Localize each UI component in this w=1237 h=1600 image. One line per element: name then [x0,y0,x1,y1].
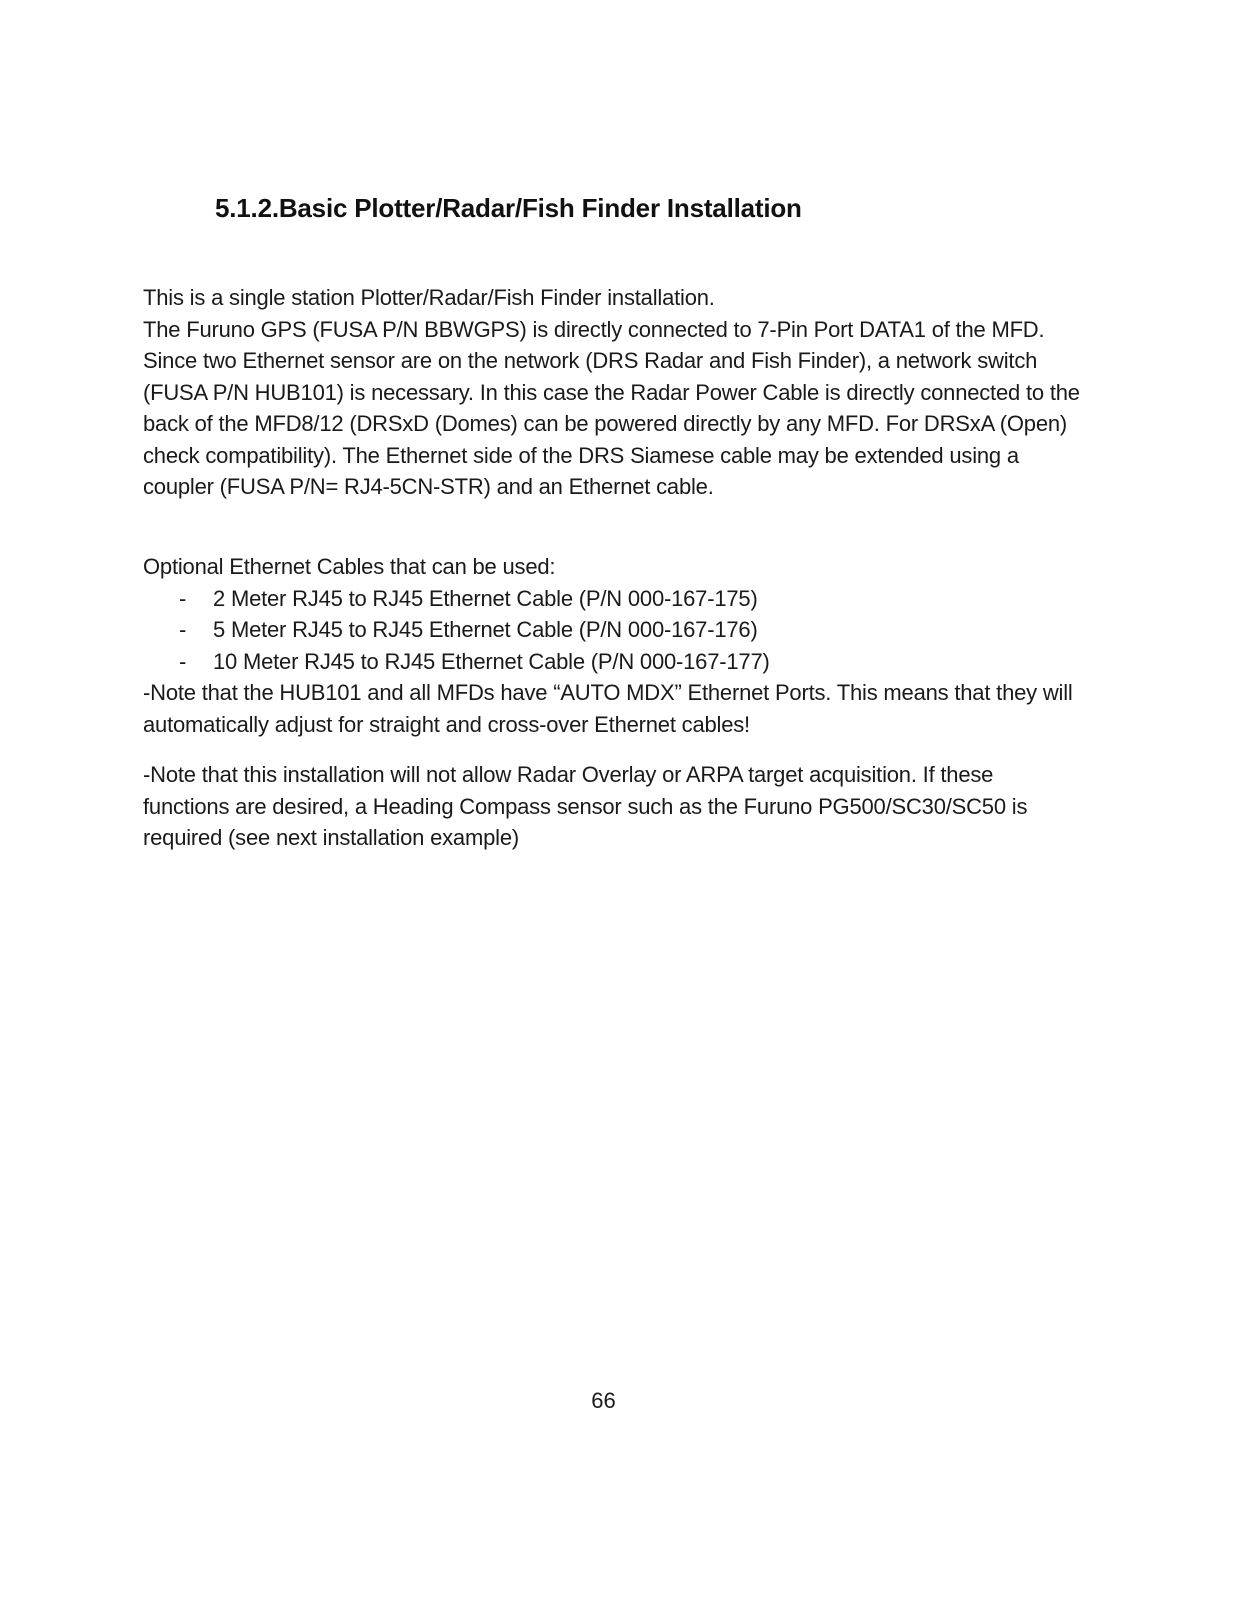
list-bullet: - [179,585,187,611]
list-item [143,583,1083,615]
section-heading: 5.1.2.Basic Plotter/Radar/Fish Finder Installation [215,193,802,223]
radar-overlay-section [143,759,1083,854]
page-number: 66 [591,1388,616,1413]
list-item [143,646,1083,678]
list-bullet: - [179,648,187,674]
list-bullet: - [179,617,187,642]
optional-cables-intro: Optional Ethernet Cables that can be used: [143,554,556,579]
cable-item-text: 5 Meter RJ45 to RJ45 Ethernet Cable (P/N 000-167-176) [213,617,758,642]
cable-list [143,583,1083,678]
description-paragraph: The Furuno GPS (FUSA P/N BBWGPS) is directly connected to 7-Pin Port DATA1 of the MFD. Since two Ethernet sensor are on the network (DRS Radar and Fish Finder), a network switch (FUSA P/N HUB101) is necessary. In this case the Radar Power Cable is directly connected to the back of the MFD8/12 (DRSxD (Domes) can be powered directly by any MFD. For DRSxA (Open) check compatibility). The Ethernet side of the DRS Siamese cable may be extended using a coupler (FUSA P/N= RJ4-5CN-STR) and an Ethernet cable. [143,316,1080,499]
intro-section [143,282,1083,503]
auto-mdx-note: -Note that the HUB101 and all MFDs have “AUTO MDX” Ethernet Ports. This means that they will automatically adjust for straight and cross-over Ethernet cables! [143,680,1073,737]
intro-line: This is a single station Plotter/Radar/Fish Finder installation. [143,285,715,310]
optional-cables-section [143,551,1083,740]
cable-item-text: 2 Meter RJ45 to RJ45 Ethernet Cable (P/N 000-167-175) [213,585,758,611]
radar-overlay-note: -Note that this installation will not allow Radar Overlay or ARPA target acquisition. If these functions are desired, a Heading Compass sensor such as the Furuno PG500/SC30/SC50 is required (see next installation example) [143,762,1028,850]
list-item [143,614,1083,646]
cable-item-text: 10 Meter RJ45 to RJ45 Ethernet Cable (P/N 000-167-177) [213,648,770,674]
